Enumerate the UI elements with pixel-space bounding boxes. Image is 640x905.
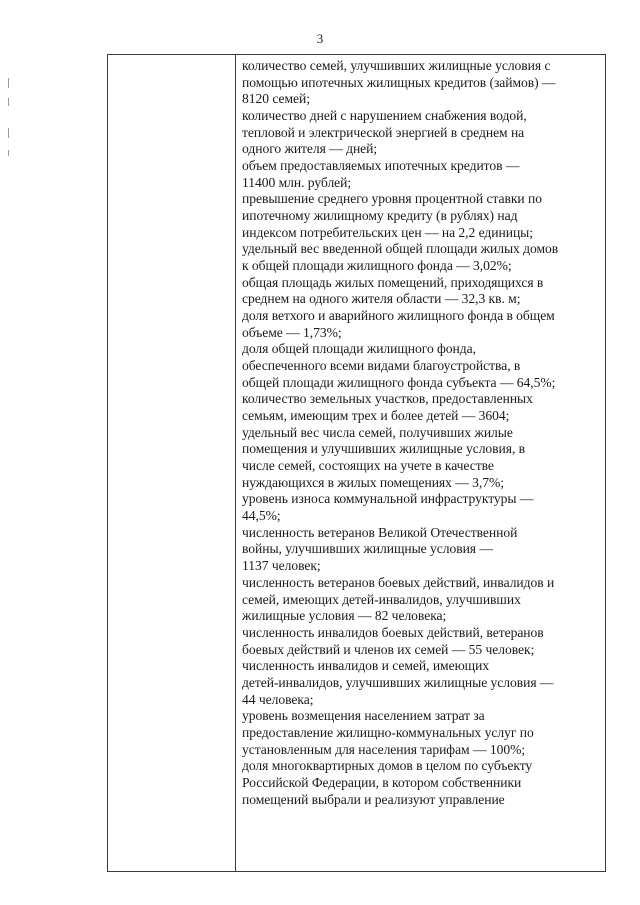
text-line: количество земельных участков, предоставленных — [242, 391, 533, 407]
text-line: 11400 млн. рублей; — [242, 174, 352, 190]
scan-margin-mark — [8, 128, 9, 138]
text-line: детей-инвалидов, улучшивших жилищные условия — — [242, 674, 554, 690]
text-line: ипотечному жилищному кредиту (в рублях) над — [242, 208, 518, 224]
text-line: тепловой и электрической энергией в среднем на — [242, 124, 525, 140]
text-line: общая площадь жилых помещений, приходящихся в — [242, 274, 544, 290]
text-line: удельный вес введенной общей площади жилых домов — [242, 241, 559, 257]
text-line: боевых действий и членов их семей — 55 человек; — [242, 641, 535, 657]
text-line: жилищные условия — 82 человека; — [242, 608, 447, 624]
text-line: нуждающихся в жилых помещениях — 3,7%; — [242, 474, 504, 490]
text-line: войны, улучшивших жилищные условия — — [242, 541, 493, 557]
page-number: 3 — [316, 31, 324, 46]
text-line: количество дней с нарушением снабжения водой, — [242, 108, 527, 124]
text-line: среднем на одного жителя области — 32,3 кв. м; — [242, 291, 521, 307]
text-line: 1137 человек; — [242, 558, 321, 574]
text-line: объем предоставляемых ипотечных кредитов — — [242, 158, 520, 174]
text-line: семьям, имеющим трех и более детей — 3604; — [242, 408, 510, 424]
text-line: числе семей, состоящих на учете в качестве — [242, 458, 494, 474]
text-line: Российской Федерации, в котором собственники — [242, 774, 522, 790]
scan-margin-mark — [8, 98, 9, 106]
text-line: помощью ипотечных жилищных кредитов (займов) — — [242, 74, 556, 90]
scan-margin-mark — [8, 150, 9, 156]
text-line: численность инвалидов и семей, имеющих — [242, 658, 490, 674]
text-line: доля общей площади жилищного фонда, — [242, 341, 476, 357]
text-line: одного жителя — дней; — [242, 141, 378, 157]
text-line: индексом потребительских цен — на 2,2 единицы; — [242, 224, 533, 240]
text-line: численность инвалидов боевых действий, ветеранов — [242, 624, 544, 640]
text-line: доля ветхого и аварийного жилищного фонда в общем — [242, 308, 555, 324]
text-line: помещений выбрали и реализуют управление — [242, 791, 505, 807]
text-line: уровень возмещения населением затрат за — [242, 708, 485, 724]
text-line: установленным для населения тарифам — 100%; — [242, 741, 526, 757]
text-line: количество семей, улучшивших жилищные условия с — [242, 58, 551, 73]
text-line: удельный вес числа семей, получивших жилые — [242, 424, 513, 440]
text-line: помещения и улучшивших жилищные условия, в — [242, 441, 526, 457]
text-line: к общей площади жилищного фонда — 3,02%; — [242, 258, 512, 274]
text-line: численность ветеранов боевых действий, инвалидов и — [242, 574, 555, 590]
text-line: объеме — 1,73%; — [242, 324, 342, 340]
text-line: превышение среднего уровня процентной ставки по — [242, 191, 542, 207]
text-line: уровень износа коммунальной инфраструктуры — — [242, 491, 534, 507]
text-line: 44 человека; — [242, 691, 314, 707]
text-line: 44,5%; — [242, 508, 281, 524]
text-line: доля многоквартирных домов в целом по субъекту — [242, 758, 533, 774]
text-line: общей площади жилищного фонда субъекта — 64,5%; — [242, 374, 556, 390]
indicators-cell — [242, 58, 604, 808]
document-table — [107, 54, 606, 872]
text-line: обеспеченного всеми видами благоустройства, в — [242, 358, 521, 374]
text-line: 8120 семей; — [242, 91, 310, 107]
text-line: численность ветеранов Великой Отечественной — [242, 524, 518, 540]
text-line: семей, имеющих детей-инвалидов, улучшивших — [242, 591, 521, 607]
scan-margin-mark — [8, 78, 9, 88]
column-divider — [235, 55, 236, 871]
text-line: предоставление жилищно-коммунальных услуг по — [242, 724, 534, 740]
